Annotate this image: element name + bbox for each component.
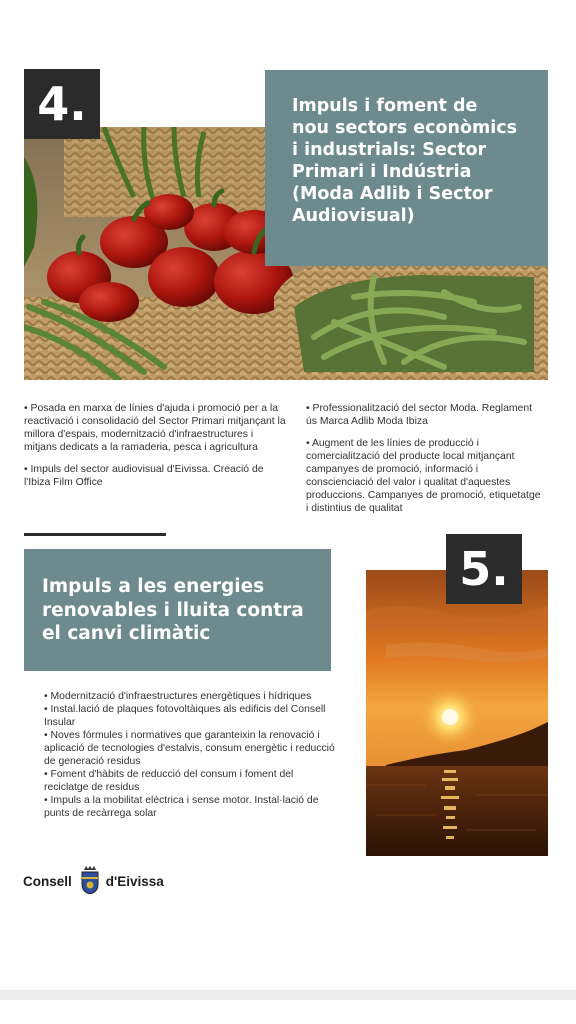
section-number-5-text: 5. [459,542,509,596]
section-divider [24,533,166,536]
section-4-title-line: Audiovisual) [292,206,415,226]
section-5-title-line: Impuls a les energies [42,576,265,597]
bullet-item: • Augment de les línies de producció i comercialització del producte local mitjançant campanyes de promoció, informació i conscienciació del valor i qualitat d'aquestes produccions. Campanyes de promoció, etiquetatge i distintius de qualitat [306,438,541,514]
bullet-item: • Posada en marxa de línies d'ajuda i promoció per a la reactivació i consolidació del Sector Primari mitjançant la millora d'espais, modernització d'infraestructures i mitjans dedicats a la ramaderia, pesca i agricultura [24,403,286,453]
section-number-4-text: 4. [37,77,87,131]
section-number-4 [24,69,100,139]
sunset-photo [366,570,548,856]
section-4-title-line: i industrials: Sector [292,140,487,160]
section-number-5 [446,534,522,604]
section-4-title-line: Impuls i foment de [292,96,478,116]
bullet-item: • Noves fórmules i normatives que garanteixin la renovació i aplicació de tecnologies d'estalvis, consum energètic i reducció de generació residus [44,730,335,767]
bottom-bar [0,990,576,1000]
section-4-title [292,95,517,227]
bullet-item: • Foment d'hàbits de reducció del consum i foment del reciclatge de residus [44,769,294,793]
bullet-item: • Impuls del sector audiovisual d'Eivissa. Creació de l'Ibiza Film Office [24,464,264,488]
logo-text-left: Consell [23,873,72,889]
section-4-left-bullets [24,402,286,498]
section-4-right-bullets [306,402,542,524]
bullet-item: • Modernització d'infraestructures energètiques i hídriques [44,691,312,702]
section-5-bullets [44,690,336,820]
bullet-item: • Professionalització del sector Moda. Reglament ús Marca Adlib Moda Ibiza [306,403,532,427]
bullet-item: • Instal.lació de plaques fotovoltàiques als edificis del Consell Insular [44,704,326,728]
coat-of-arms-icon [80,866,100,897]
section-4-title-box [265,70,548,266]
section-4-title-line: (Moda Adlib i Sector [292,184,493,204]
section-4-title-line: nou sectors econòmics [292,118,517,138]
section-5-title-line: el canvi climàtic [42,623,211,644]
logo-text-right: d'Eivissa [105,873,164,889]
section-5-title [42,575,304,646]
section-5-title-box [24,549,331,671]
sunset-illustration [366,570,548,856]
section-5-title-line: renovables i lluita contra [42,599,304,621]
section-4-title-line: Primari i Indústria [292,162,472,182]
consell-eivissa-logo [23,866,164,896]
bullet-item: • Impuls a la mobilitat elèctrica i sense motor. Instal·lació de punts de recàrrega solar [44,795,319,819]
